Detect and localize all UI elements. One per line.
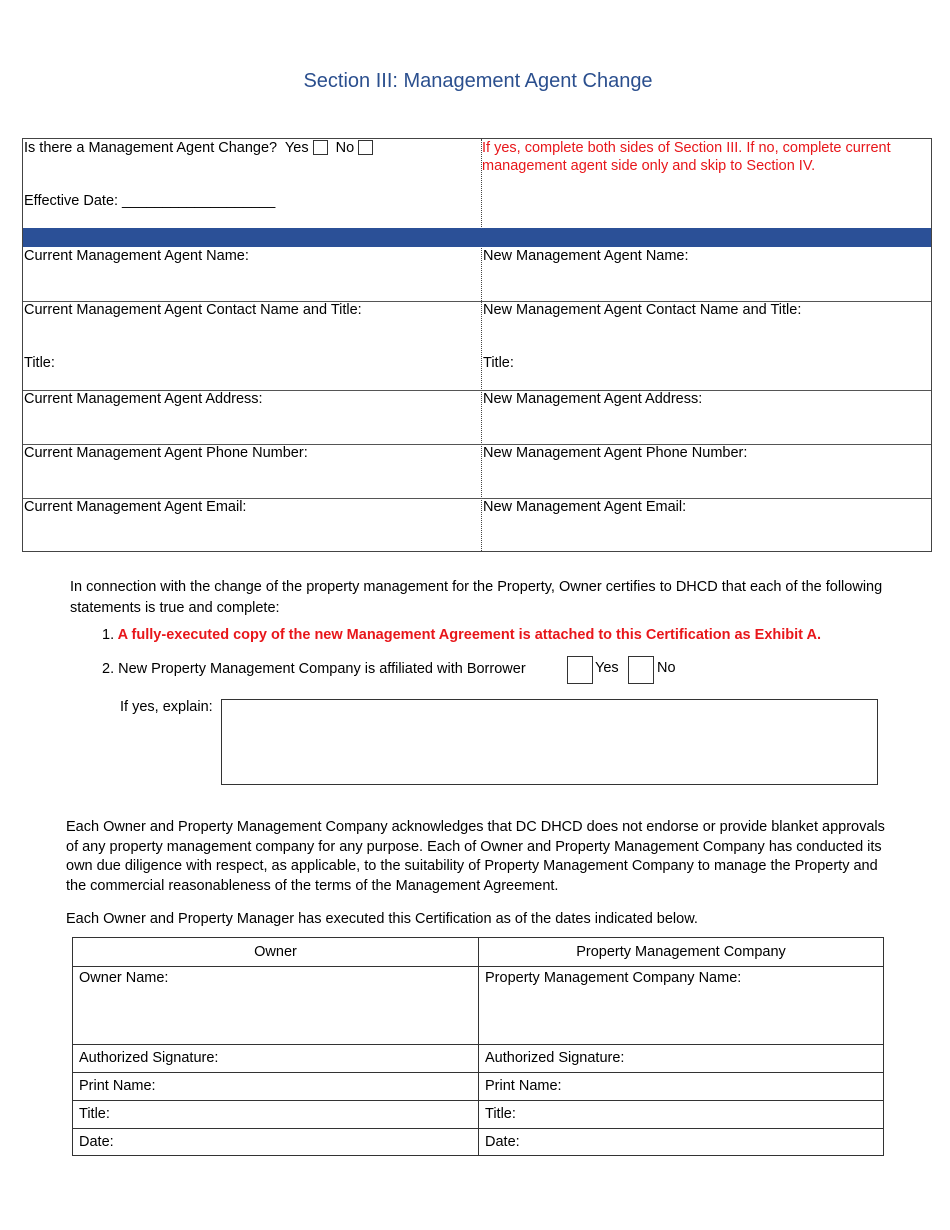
- item-2-text: New Property Management Company is affiliated with Borrower: [118, 661, 526, 677]
- current-agent-address-label[interactable]: Current Management Agent Address:: [24, 391, 263, 407]
- affiliated-no-label: No: [657, 660, 676, 676]
- section-divider-band: [23, 228, 931, 247]
- signature-table: [72, 937, 884, 1156]
- pmc-column-header: Property Management Company: [576, 944, 786, 960]
- item-1-number: 1.: [102, 627, 115, 643]
- new-agent-address-label[interactable]: New Management Agent Address:: [483, 391, 703, 407]
- owner-column-header: Owner: [254, 944, 297, 960]
- management-agent-table: [22, 138, 932, 552]
- pmc-print-name-field[interactable]: Print Name:: [485, 1078, 562, 1094]
- agent-change-no-checkbox[interactable]: [358, 140, 373, 155]
- affiliated-no-checkbox[interactable]: [628, 656, 654, 684]
- column-divider: [478, 938, 479, 1155]
- new-agent-phone-label[interactable]: New Management Agent Phone Number:: [483, 445, 748, 461]
- row-divider: [73, 1044, 883, 1045]
- current-agent-email-label[interactable]: Current Management Agent Email:: [24, 499, 247, 515]
- row-divider: [73, 1128, 883, 1129]
- owner-print-name-field[interactable]: Print Name:: [79, 1078, 156, 1094]
- agent-change-question-row: [24, 140, 373, 156]
- page-title: Section III: Management Agent Change: [303, 70, 653, 92]
- acknowledgement-paragraph: Each Owner and Property Management Company acknowledges that DC DHCD does not endorse or provide blanket approvals of any property management company for any purpose. Each of Owner and Property Management Company has conducted its own due diligence with respect, as applicable, to the suitability of Property Management Company to manage the Property and the commercial reasonableness of the terms of the Management Agreement.: [66, 819, 885, 894]
- affiliated-yes-label: Yes: [595, 660, 619, 676]
- column-divider: [481, 139, 482, 551]
- new-agent-email-label[interactable]: New Management Agent Email:: [483, 499, 687, 515]
- agent-change-yes-label: Yes: [284, 140, 309, 156]
- explain-label: If yes, explain:: [120, 699, 213, 715]
- current-agent-name-label[interactable]: Current Management Agent Name:: [24, 248, 249, 264]
- current-agent-title-label[interactable]: Title:: [24, 355, 55, 371]
- row-divider: [73, 966, 883, 967]
- new-agent-contact-label[interactable]: New Management Agent Contact Name and Title:: [483, 302, 802, 318]
- row-divider: [73, 1072, 883, 1073]
- owner-date-field[interactable]: Date:: [79, 1134, 114, 1150]
- certification-item-1: [102, 627, 821, 643]
- executed-statement: Each Owner and Property Manager has executed this Certification as of the dates indicated below.: [66, 911, 698, 927]
- section3-instruction: If yes, complete both sides of Section III. If no, complete current management agent side only and skip to Section IV.: [482, 140, 891, 174]
- effective-date-field[interactable]: Effective Date: ___________________: [24, 193, 276, 209]
- pmc-title-field[interactable]: Title:: [485, 1106, 516, 1122]
- agent-change-yes-checkbox[interactable]: [313, 140, 328, 155]
- agent-change-question: Is there a Management Agent Change?: [24, 140, 278, 156]
- certification-item-2: [102, 655, 526, 683]
- item-2-number: 2.: [102, 661, 115, 677]
- explain-textarea[interactable]: [221, 699, 878, 785]
- new-agent-title-label[interactable]: Title:: [483, 355, 514, 371]
- current-agent-phone-label[interactable]: Current Management Agent Phone Number:: [24, 445, 308, 461]
- pmc-signature-field[interactable]: Authorized Signature:: [485, 1050, 625, 1066]
- owner-name-field[interactable]: Owner Name:: [79, 970, 169, 986]
- row-divider: [73, 1100, 883, 1101]
- new-agent-name-label[interactable]: New Management Agent Name:: [483, 248, 689, 264]
- agent-change-no-label: No: [335, 140, 355, 156]
- pmc-name-field[interactable]: Property Management Company Name:: [485, 970, 742, 986]
- current-agent-contact-label[interactable]: Current Management Agent Contact Name and Title:: [24, 302, 362, 318]
- owner-title-field[interactable]: Title:: [79, 1106, 110, 1122]
- owner-signature-field[interactable]: Authorized Signature:: [79, 1050, 219, 1066]
- affiliated-yes-checkbox[interactable]: [567, 656, 593, 684]
- pmc-date-field[interactable]: Date:: [485, 1134, 520, 1150]
- certification-intro: In connection with the change of the property management for the Property, Owner certifies to DHCD that each of the following statements is true and complete:: [70, 579, 883, 616]
- item-1-text: A fully-executed copy of the new Management Agreement is attached to this Certification as Exhibit A.: [117, 627, 821, 643]
